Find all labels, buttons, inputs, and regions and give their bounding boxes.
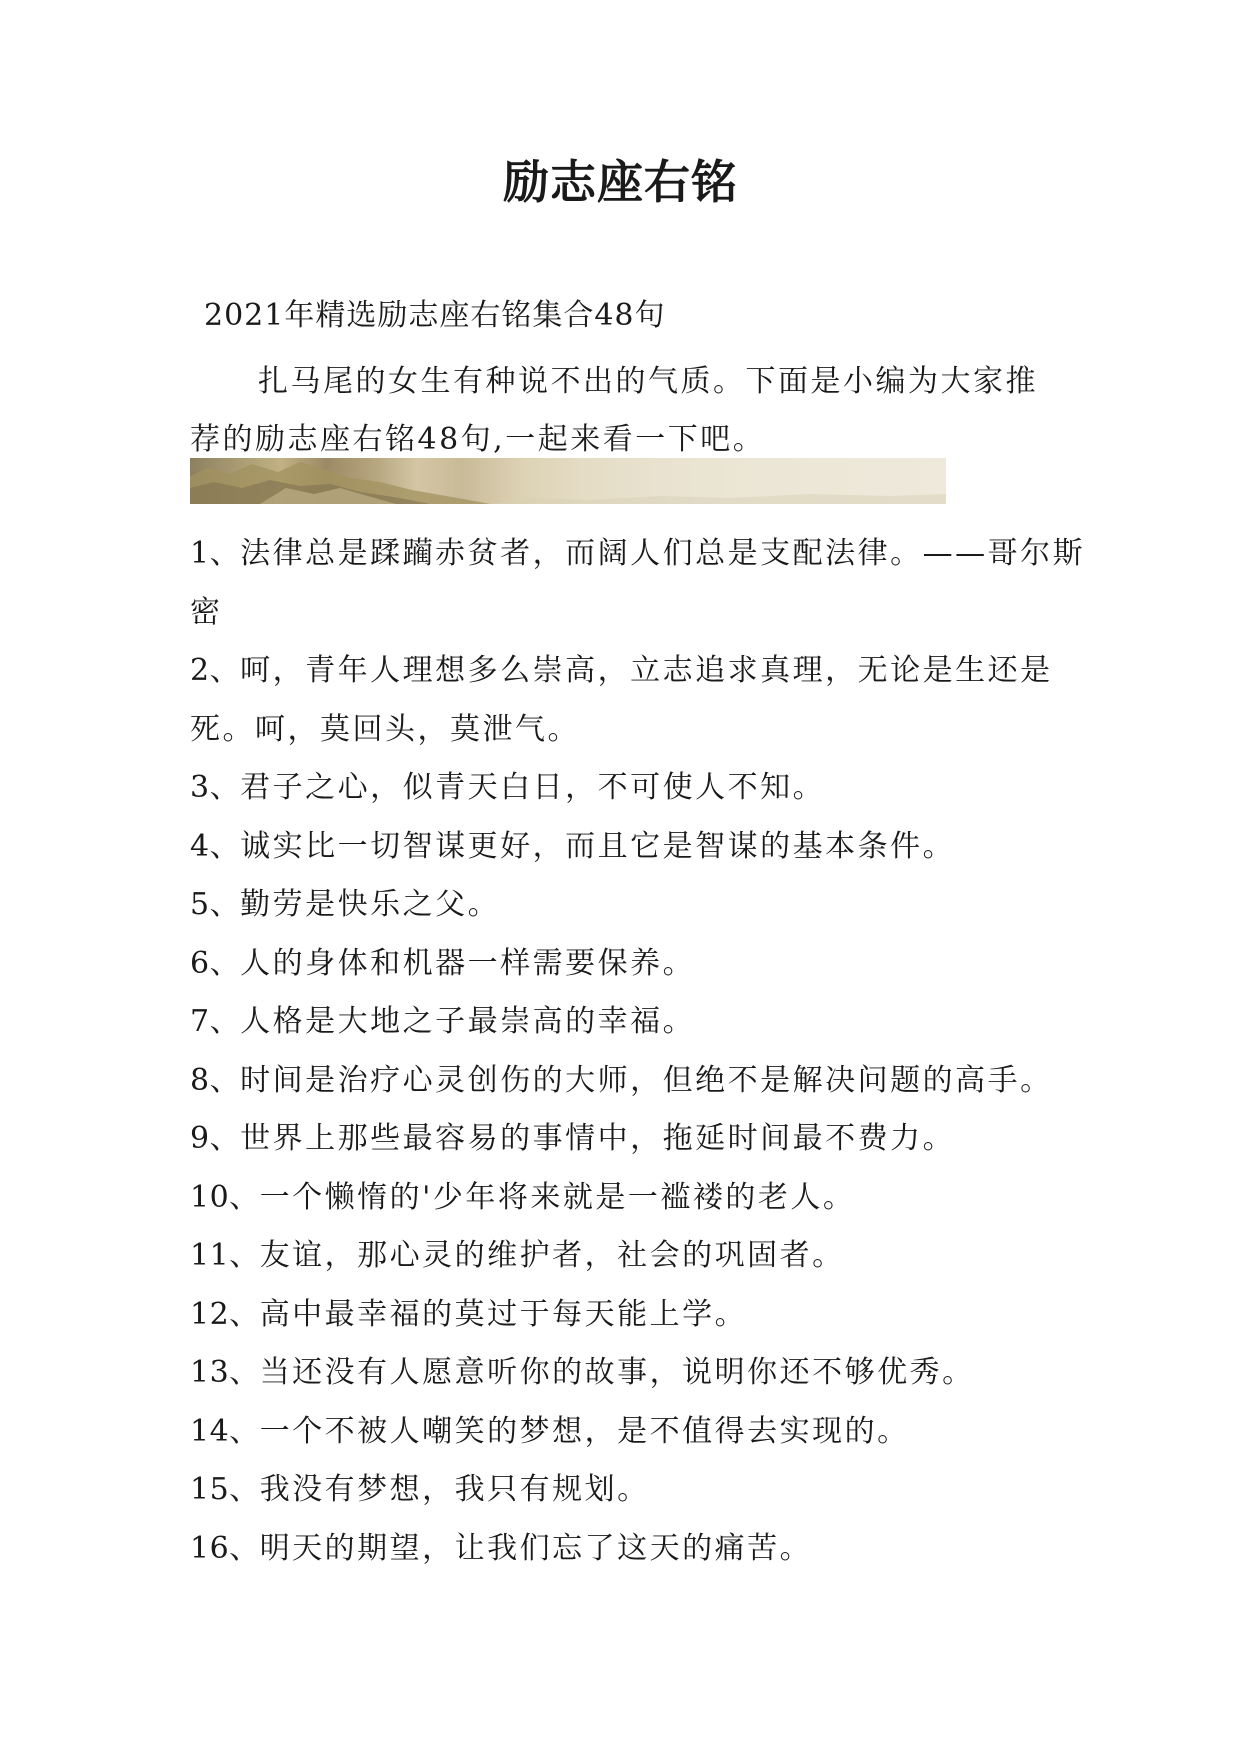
- document-subtitle: 2021年精选励志座右铭集合48句: [204, 298, 666, 333]
- quote-number: 11、: [190, 1238, 260, 1273]
- quote-text: 法律总是蹂躏赤贫者，而阔人们总是支配法律。——哥尔斯密: [190, 536, 1086, 630]
- quote-text: 呵，青年人理想多么崇高，立志追求真理，无论是生还是死。呵，莫回头，莫泄气。: [190, 653, 1053, 747]
- quote-item: [190, 1403, 1090, 1462]
- quote-number: 16、: [190, 1530, 260, 1566]
- quote-number: 13、: [190, 1355, 260, 1390]
- quote-text: 君子之心，似青天白日，不可使人不知。: [240, 770, 826, 805]
- quote-item: [190, 1227, 1090, 1286]
- quote-item: [190, 1052, 1090, 1111]
- intro-paragraph: 扎马尾的女生有种说不出的气质。下面是小编为大家推荐的励志座右铭48句,一起来看一下吧。: [190, 364, 1038, 457]
- quote-text: 当还没有人愿意听你的故事，说明你还不够优秀。: [259, 1355, 975, 1390]
- quote-text: 我没有梦想，我只有规划。: [259, 1472, 650, 1507]
- quote-number: 9、: [190, 1121, 241, 1156]
- quote-text: 一个不被人嘲笑的梦想，是不值得去实现的。: [259, 1413, 910, 1449]
- quote-number: 1、: [190, 536, 241, 571]
- quote-text: 人的身体和机器一样需要保养。: [240, 945, 696, 981]
- quote-item: [190, 1344, 1090, 1403]
- quote-text: 世界上那些最容易的事情中，拖延时间最不费力。: [240, 1121, 956, 1156]
- quote-number: 7、: [190, 1004, 241, 1039]
- quote-text: 一个懒惰的'少年将来就是一褴褛的老人。: [259, 1179, 856, 1215]
- quote-number: 6、: [190, 945, 241, 981]
- mountain-rock-image: [190, 458, 946, 504]
- quote-text: 明天的期望，让我们忘了这天的痛苦。: [259, 1530, 813, 1566]
- quote-text: 诚实比一切智谋更好，而且它是智谋的基本条件。: [240, 828, 956, 864]
- quote-number: 12、: [190, 1296, 260, 1332]
- quote-item: [190, 759, 1090, 818]
- quote-number: 14、: [190, 1413, 260, 1449]
- mountain-landscape-banner: [190, 458, 946, 504]
- quote-number: 10、: [190, 1179, 260, 1215]
- quote-number: 8、: [190, 1062, 241, 1098]
- document-title: 励志座右铭: [503, 155, 738, 209]
- quote-list: [190, 525, 1090, 1578]
- quote-item: [190, 1461, 1090, 1520]
- quote-text: 时间是治疗心灵创伤的大师，但绝不是解决问题的高手。: [240, 1062, 1053, 1098]
- quote-item: [190, 1520, 1090, 1579]
- quote-text: 友谊，那心灵的维护者，社会的巩固者。: [259, 1238, 845, 1273]
- quote-item: [190, 818, 1090, 877]
- quote-number: 15、: [190, 1472, 260, 1507]
- quote-item: [190, 876, 1090, 935]
- quote-item: [190, 993, 1090, 1052]
- quote-text: 勤劳是快乐之父。: [240, 887, 501, 922]
- quote-item: [190, 525, 1090, 642]
- quote-number: 4、: [190, 828, 241, 864]
- quote-item: [190, 642, 1090, 759]
- quote-number: 5、: [190, 887, 241, 922]
- quote-item: [190, 1286, 1090, 1345]
- quote-item: [190, 1110, 1090, 1169]
- quote-text: 高中最幸福的莫过于每天能上学。: [259, 1296, 748, 1332]
- quote-item: [190, 935, 1090, 994]
- quote-item: [190, 1169, 1090, 1228]
- quote-number: 2、: [190, 653, 241, 688]
- quote-number: 3、: [190, 770, 241, 805]
- quote-text: 人格是大地之子最崇高的幸福。: [240, 1004, 696, 1039]
